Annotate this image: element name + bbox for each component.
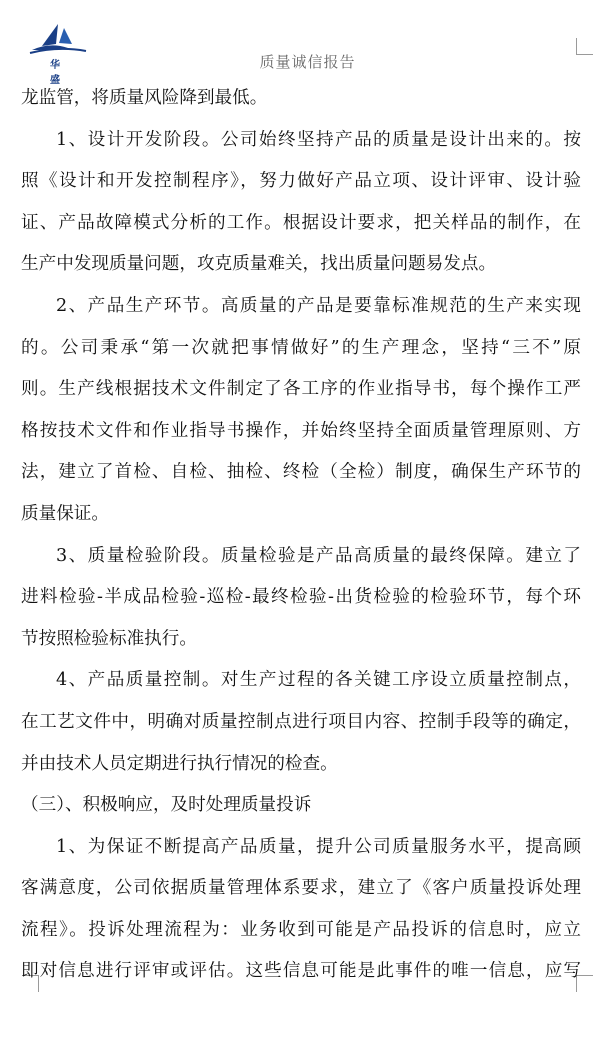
text-line: 格按技术文件和作业指导书操作，并始终坚持全面质量管理原则、方	[21, 420, 581, 441]
text-line: 2、产品生产环节。高质量的产品是要靠标准规范的生产来实现	[56, 295, 581, 316]
text-line: 节按照检验标准执行。	[21, 628, 197, 649]
paragraph	[21, 120, 581, 286]
corner-mark-top-right	[576, 38, 593, 55]
text-line: 3、质量检验阶段。质量检验是产品高质量的最终保障。建立了	[56, 545, 581, 566]
paragraph	[21, 78, 581, 120]
paragraph	[21, 536, 581, 661]
text-line: 照《设计和开发控制程序》，努力做好产品立项、设计评审、设计验	[21, 171, 581, 192]
text-line: 1、设计开发阶段。公司始终坚持产品的质量是设计出来的。按	[56, 129, 581, 150]
text-line: 法，建立了首检、自检、抽检、终检（全检）制度，确保生产环节的	[21, 462, 581, 483]
text-line: 客满意度，公司依据质量管理体系要求，建立了《客户质量投诉处理	[21, 878, 581, 899]
page-header-title: 质量诚信报告	[259, 53, 356, 71]
document-body	[21, 78, 581, 993]
text-line: 4、产品质量控制。对生产过程的各关键工序设立质量控制点，	[56, 670, 581, 691]
text-line: 证、产品故障模式分析的工作。根据设计要求，把关样品的制作，在	[21, 212, 581, 233]
paragraph	[21, 286, 581, 536]
section-heading	[21, 785, 581, 827]
text-line: 1、为保证不断提高产品质量，提升公司质量服务水平，提高顾	[56, 836, 581, 857]
paragraph	[21, 660, 581, 785]
text-line: 龙监管，将质量风险降到最低。	[21, 88, 268, 108]
paragraph	[21, 827, 581, 993]
text-line: 质量保证。	[21, 503, 109, 524]
logo-text: 华 盛	[50, 60, 66, 86]
text-line: （三）、积极响应，及时处理质量投诉	[21, 795, 312, 816]
text-line: 流程》。投诉处理流程为：业务收到可能是产品投诉的信息时，应立	[21, 919, 581, 940]
text-line: 在工艺文件中，明确对质量控制点进行项目内容、控制手段等的确定，	[21, 711, 581, 732]
text-line: 则。生产线根据技术文件制定了各工序的作业指导书，每个操作工严	[21, 379, 581, 400]
text-line: 的。公司秉承“第一次就把事情做好”的生产理念，坚持“三不”原	[21, 337, 581, 358]
text-line: 并由技术人员定期进行执行情况的检查。	[21, 753, 338, 774]
text-line: 即对信息进行评审或评估。这些信息可能是此事件的唯一信息，应写	[21, 961, 581, 982]
text-line: 生产中发现质量问题，攻克质量难关，找出质量问题易发点。	[21, 254, 497, 275]
text-line: 进料检验-半成品检验-巡检-最终检验-出货检验的检验环节，每个环	[21, 587, 581, 608]
